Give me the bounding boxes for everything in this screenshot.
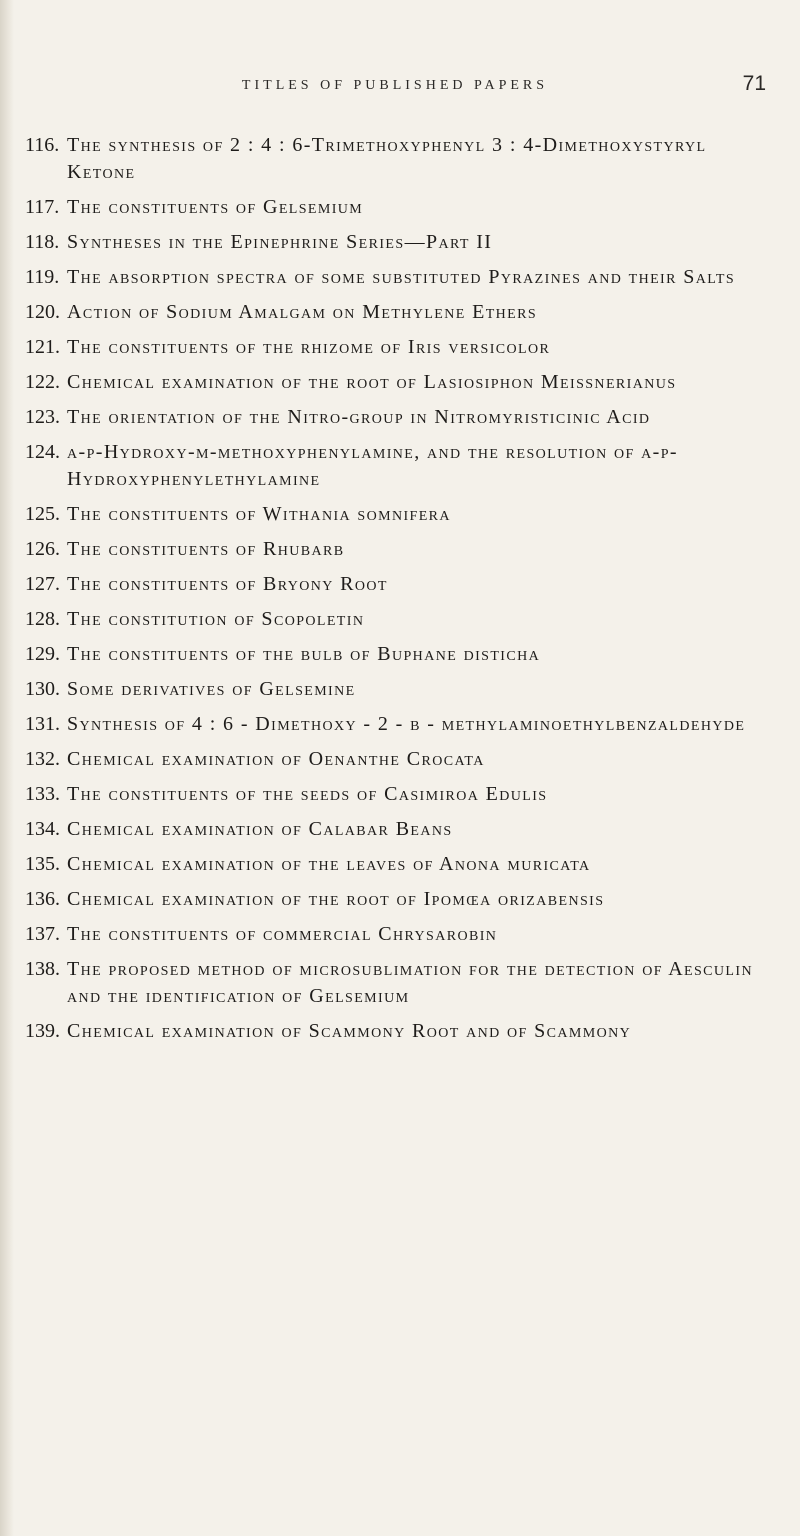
entry-title: Chemical examination of the leaves of Anona muricata: [67, 853, 591, 875]
paper-entry: [0, 132, 800, 186]
entry-title: Action of Sodium Amalgam on Methylene Ethers: [67, 301, 538, 323]
entry-number: 137.: [25, 923, 60, 945]
entry-number: 126.: [25, 538, 60, 560]
entry-title: Chemical examination of Calabar Beans: [67, 818, 453, 840]
paper-entry: [0, 746, 800, 773]
entry-number: 136.: [25, 888, 60, 910]
entry-number: 135.: [25, 853, 60, 875]
entry-number: 118.: [25, 231, 60, 253]
entry-title: The constituents of Rhubarb: [67, 538, 345, 560]
entry-title: Chemical examination of the root of Ipomœa orizabensis: [67, 888, 605, 910]
entry-title: The synthesis of 2 : 4 : 6-Trimethoxyphenyl 3 : 4-Dimethoxystyryl Ketone: [67, 134, 707, 183]
entry-number: 129.: [25, 643, 60, 665]
paper-entry: [0, 439, 800, 493]
page-header: [0, 72, 800, 106]
paper-list: [0, 132, 800, 1053]
entry-number: 120.: [25, 301, 60, 323]
entry-number: 138.: [25, 958, 60, 980]
entry-number: 122.: [25, 371, 60, 393]
entry-number: 133.: [25, 783, 60, 805]
paper-entry: [0, 1018, 800, 1045]
entry-title: Synthesis of 4 : 6 - Dimethoxy - 2 - β - methylaminoethylbenzaldehyde: [67, 713, 746, 735]
paper-entry: [0, 886, 800, 913]
entry-number: 117.: [25, 196, 60, 218]
entry-number: 131.: [25, 713, 60, 735]
entry-title: The proposed method of microsublimation for the detection of Aesculin and the identification of Gelsemium: [67, 958, 753, 1007]
entry-number: 127.: [25, 573, 60, 595]
paper-entry: [0, 369, 800, 396]
entry-title: Syntheses in the Epinephrine Series—Part II: [67, 231, 493, 253]
entry-number: 128.: [25, 608, 60, 630]
paper-entry: [0, 299, 800, 326]
entry-title: The constituents of Gelsemium: [67, 196, 364, 218]
entry-number: 123.: [25, 406, 60, 428]
entry-number: 134.: [25, 818, 60, 840]
entry-title: The constituents of Bryony Root: [67, 573, 388, 595]
paper-entry: [0, 194, 800, 221]
entry-title: Chemical examination of Oenanthe Crocata: [67, 748, 485, 770]
entry-number: 121.: [25, 336, 60, 358]
paper-entry: [0, 536, 800, 563]
paper-entry: [0, 781, 800, 808]
paper-entry: [0, 676, 800, 703]
entry-number: 139.: [25, 1020, 60, 1042]
paper-entry: [0, 606, 800, 633]
entry-title: Some derivatives of Gelsemine: [67, 678, 356, 700]
paper-entry: [0, 851, 800, 878]
entry-number: 130.: [25, 678, 60, 700]
entry-title: a-p-Hydroxy-m-methoxyphenylamine, and the resolution of a-p-Hydroxyphenylethylamine: [67, 441, 678, 490]
entry-title: The constituents of Withania somnifera: [67, 503, 451, 525]
entry-number: 125.: [25, 503, 60, 525]
entry-number: 124.: [25, 441, 60, 463]
page-number: 71: [742, 72, 766, 95]
paper-entry: [0, 229, 800, 256]
paper-entry: [0, 334, 800, 361]
paper-entry: [0, 816, 800, 843]
entry-number: 119.: [25, 266, 60, 288]
paper-entry: [0, 501, 800, 528]
entry-title: The constituents of the bulb of Buphane disticha: [67, 643, 541, 665]
entry-title: The constituents of the rhizome of Iris versicolor: [67, 336, 551, 358]
paper-entry: [0, 921, 800, 948]
running-head: TITLES OF PUBLISHED PAPERS: [241, 78, 549, 93]
paper-entry: [0, 711, 800, 738]
entry-number: 116.: [25, 134, 60, 156]
entry-title: The constitution of Scopoletin: [67, 608, 365, 630]
paper-entry: [0, 641, 800, 668]
entry-title: The constituents of the seeds of Casimiroa Edulis: [67, 783, 548, 805]
paper-entry: [0, 956, 800, 1010]
paper-entry: [0, 404, 800, 431]
paper-entry: [0, 571, 800, 598]
entry-title: The orientation of the Nitro-group in Nitromyristicinic Acid: [67, 406, 651, 428]
entry-title: Chemical examination of Scammony Root and of Scammony: [67, 1020, 632, 1042]
entry-title: The absorption spectra of some substituted Pyrazines and their Salts: [67, 266, 736, 288]
paper-entry: [0, 264, 800, 291]
entry-title: The constituents of commercial Chrysarobin: [67, 923, 498, 945]
entry-number: 132.: [25, 748, 60, 770]
entry-title: Chemical examination of the root of Lasiosiphon Meissnerianus: [67, 371, 677, 393]
